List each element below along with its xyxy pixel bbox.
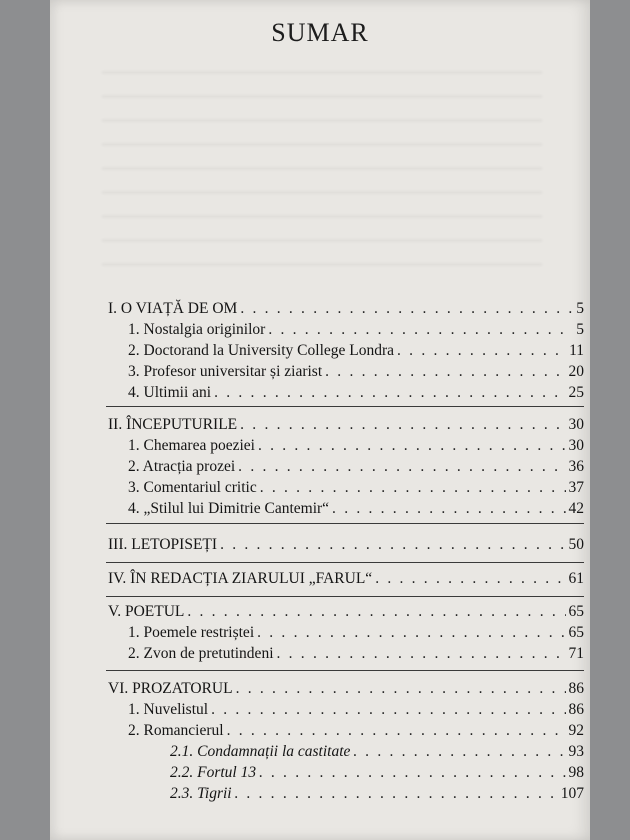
toc-page-number: 92 — [568, 722, 584, 739]
toc-subitem-label: 2.2. Fortul 13 — [170, 764, 257, 781]
section-divider — [106, 562, 584, 563]
toc-item — [128, 624, 584, 642]
section-divider — [106, 596, 584, 597]
toc-item-label: 3. Comentariul critic — [128, 479, 257, 496]
toc-section-label: VI. PROZATORUL — [108, 680, 233, 697]
toc-section-label: II. ÎNCEPUTURILE — [108, 416, 238, 433]
toc-page-number: 11 — [569, 342, 584, 359]
toc-item-label: 4. Ultimii ani — [128, 384, 212, 401]
toc-page-number: 107 — [560, 785, 584, 802]
toc-item — [128, 437, 584, 455]
toc-item — [128, 500, 584, 518]
toc-item — [128, 722, 584, 740]
toc-item — [128, 701, 584, 719]
toc-page-number: 93 — [568, 743, 584, 760]
toc-item-label: 2. Doctorand la University College Londra — [128, 342, 395, 359]
toc-item-label: 3. Profesor universitar și ziarist — [128, 363, 323, 380]
toc-subitem — [170, 785, 584, 803]
toc-page-number: 30 — [568, 437, 584, 454]
section-divider — [106, 523, 584, 524]
toc-item — [128, 458, 584, 476]
toc-page-number: 20 — [568, 363, 584, 380]
toc-section-label: V. POETUL — [108, 603, 185, 620]
toc-section-4 — [108, 570, 584, 588]
toc-page-number: 42 — [568, 500, 584, 517]
toc-item-label: 1. Chemarea poeziei — [128, 437, 255, 454]
toc-section-label: III. LETOPISEȚI — [108, 536, 218, 553]
toc-page-number: 36 — [568, 458, 584, 475]
toc-section-1 — [108, 300, 584, 318]
toc-page-number: 86 — [568, 701, 584, 718]
toc-section-3 — [108, 536, 584, 554]
toc-section-6 — [108, 680, 584, 698]
toc-section-label: IV. ÎN REDACȚIA ZIARULUI „FARUL“ — [108, 570, 373, 587]
toc-item — [128, 479, 584, 497]
toc-item-label: 1. Poemele restriștei — [128, 624, 255, 641]
toc-page-number: 65 — [568, 603, 584, 620]
book-page — [50, 0, 590, 840]
toc-page-number: 50 — [568, 536, 584, 553]
toc-section-label: I. O VIAȚĂ DE OM — [108, 300, 238, 317]
section-divider — [106, 406, 584, 407]
toc-page-number: 71 — [568, 645, 584, 662]
toc-page-number: 37 — [568, 479, 584, 496]
toc-page-number: 30 — [568, 416, 584, 433]
toc-item-label: 4. „Stilul lui Dimitrie Cantemir“ — [128, 500, 330, 517]
toc-page-number: 65 — [568, 624, 584, 641]
table-of-contents — [50, 0, 590, 840]
toc-item — [128, 645, 584, 663]
toc-page-number: 61 — [568, 570, 584, 587]
page-title: SUMAR — [271, 18, 369, 47]
toc-page-number: 86 — [568, 680, 584, 697]
toc-item-label: 2. Atracția prozei — [128, 458, 236, 475]
toc-section-2 — [108, 416, 584, 434]
toc-item-label: 2. Romancierul — [128, 722, 224, 739]
toc-item — [128, 363, 584, 381]
toc-subitem-label: 2.1. Condamnații la castitate — [170, 743, 351, 760]
toc-item — [128, 384, 584, 402]
toc-item-label: 2. Zvon de pretutindeni — [128, 645, 274, 662]
toc-page-number: 25 — [568, 384, 584, 401]
toc-item — [128, 342, 584, 360]
toc-item — [128, 321, 584, 339]
toc-item-label: 1. Nostalgia originilor — [128, 321, 266, 338]
toc-section-5 — [108, 603, 584, 621]
toc-subitem — [170, 764, 584, 782]
toc-item-label: 1. Nuvelistul — [128, 701, 209, 718]
toc-subitem-label: 2.3. Tigrii — [170, 785, 232, 802]
toc-subitem — [170, 743, 584, 761]
toc-page-number: 5 — [576, 321, 584, 338]
toc-page-number: 98 — [568, 764, 584, 781]
toc-page-number: 5 — [576, 300, 584, 317]
section-divider — [106, 670, 584, 671]
